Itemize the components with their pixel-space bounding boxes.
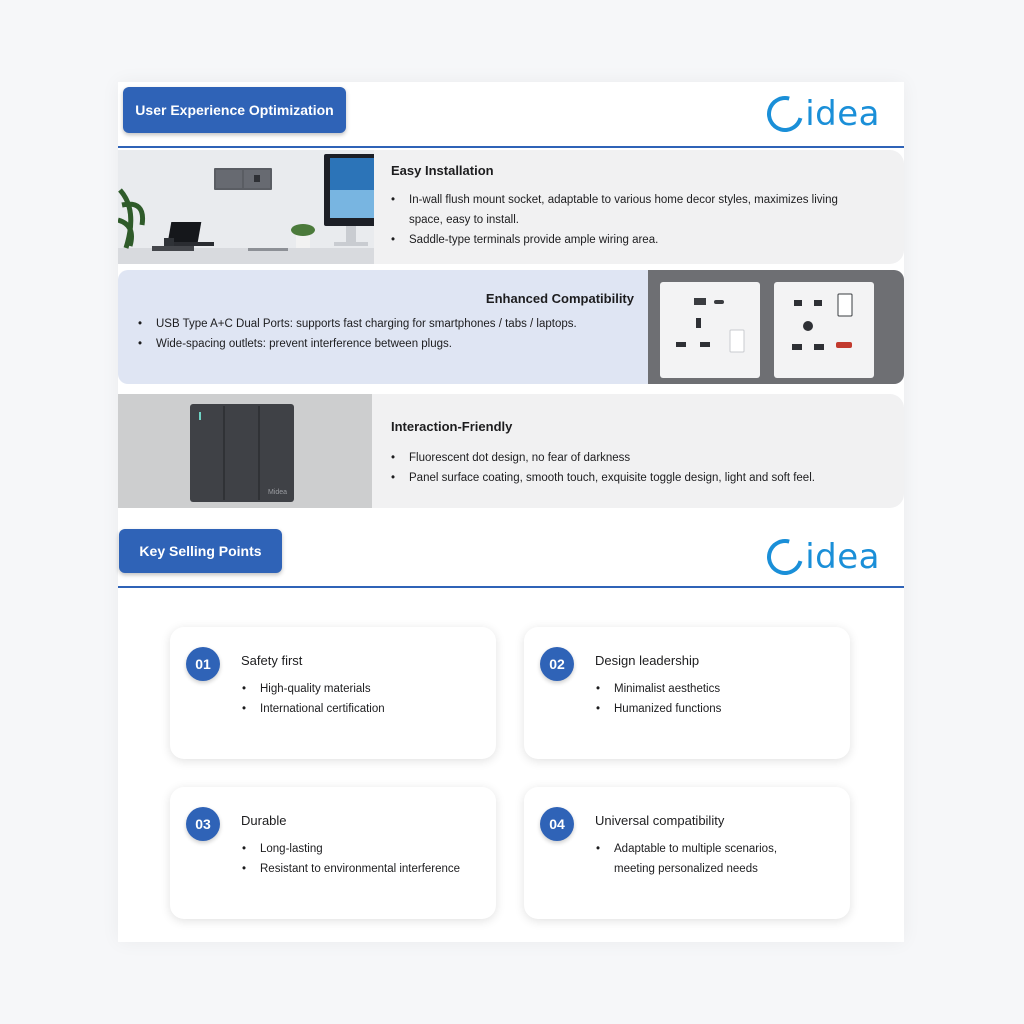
selling-point-card-04 [524,787,850,919]
feature-enhanced-compatibility [118,270,904,384]
card-bullets [596,679,836,719]
card-number-badge: 04 [540,807,574,841]
sockets-illustration [648,270,904,384]
section-header-key-selling-points [118,522,904,586]
feature-bullet: • In-wall flush mount socket, adaptable to various home decor styles, maximizes living space, easy to install. [391,190,851,230]
midea-logo [767,537,880,577]
card-title: Safety first [241,653,303,668]
feature-text-interaction-friendly [391,394,891,508]
card-title: Universal compatibility [595,813,725,828]
feature-text-enhanced-compatibility [138,270,634,384]
selling-point-card-01 [170,627,496,759]
feature-text-easy-installation [391,150,871,264]
switch-panel-illustration [118,394,372,508]
section-header-user-experience [118,82,904,146]
card-title: Design leadership [595,653,700,668]
room-interior-illustration [118,150,374,264]
card-title: Durable [241,813,287,828]
card-bullet: • Minimalist aesthetics [596,679,836,699]
feature-interaction-friendly [118,394,904,508]
feature-bullets [391,190,851,250]
feature-bullet: • USB Type A+C Dual Ports: supports fast charging for smartphones / tabs / laptops. [138,314,634,334]
card-bullet: • Humanized functions [596,699,836,719]
feature-title: Interaction-Friendly [391,419,513,434]
card-number-badge: 03 [186,807,220,841]
card-bullet: • International certification [242,699,482,719]
card-number-badge: 01 [186,647,220,681]
card-bullets [596,839,796,879]
card-bullet: • Adaptable to multiple scenarios, meeting personalized needs [596,839,796,879]
feature-bullets [138,314,634,354]
card-bullet: • Long-lasting [242,839,482,859]
card-bullet: • Resistant to environmental interference [242,859,482,879]
card-bullets [242,679,482,719]
feature-title: Easy Installation [391,163,494,178]
feature-title: Enhanced Compatibility [485,291,634,306]
selling-point-card-02 [524,627,850,759]
section-divider [118,586,904,588]
card-bullet: • High-quality materials [242,679,482,699]
feature-bullet: • Saddle-type terminals provide ample wiring area. [391,230,851,250]
card-bullets [242,839,482,879]
midea-logo-text: idea [805,94,880,134]
feature-bullet: • Wide-spacing outlets: prevent interference between plugs. [138,334,634,354]
feature-image-room [118,150,374,264]
panel-logo: Midea [268,489,288,496]
product-page [118,82,904,942]
section-divider [118,146,904,148]
feature-image-sockets [648,270,904,384]
midea-logo-text: idea [805,537,880,577]
feature-image-switch [118,394,372,508]
feature-bullet: • Fluorescent dot design, no fear of darkness [391,448,891,468]
section-tag-user-experience: User Experience Optimization [123,87,346,133]
section-tag-key-selling-points: Key Selling Points [119,529,282,573]
midea-logo [767,94,880,134]
card-number-badge: 02 [540,647,574,681]
feature-bullet: • Panel surface coating, smooth touch, exquisite toggle design, light and soft feel. [391,468,891,488]
feature-easy-installation [118,150,904,264]
feature-bullets [391,448,891,488]
selling-point-card-03 [170,787,496,919]
